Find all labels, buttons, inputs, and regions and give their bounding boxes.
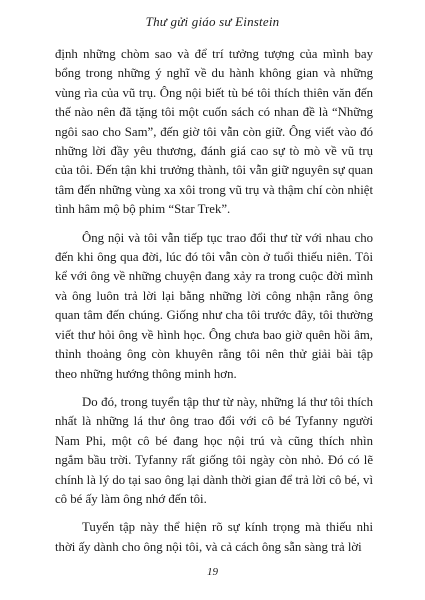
running-header: Thư gửi giáo sư Einstein xyxy=(145,14,280,29)
page-body xyxy=(55,45,373,566)
paragraph-continuation: định những chòm sao và để trí tưởng tượng của mình bay bổng trong những ý nghĩ về du hành không gian và những vùng rìa của vũ trụ. Ông nội biết tù bé tôi thích thiên văn đến thế nào nên đã tặng tôi một cuốn sách có nhan đề là “Những ngôi sao cho Sam”, đến giờ tôi vẫn còn giữ. Ông viết vào đó những lời đầy yêu thương, đánh giá cao sự tò mò về vũ trụ của tôi. Đến tận khi trưởng thành, tôi vẫn giữ nguyên sự quan tâm đến những vùng xa xôi trong vũ trụ và thậm chí còn nhiệt tình hâm mộ bộ phim “Star Trek”. xyxy=(55,47,373,217)
paragraph: Do đó, trong tuyển tập thư từ này, những lá thư tôi thích nhất là những lá thư ông trao đổi với cô bé Tyfanny người Nam Phi, một cô bé đang học nội trú và cũng thích nhìn ngắm bầu trời. Tyfanny rất giống tôi ngày còn nhỏ. Đó có lẽ chính là lý do tại sao ông lại dành thời gian để trả lời cô bé, vì cô bé ấy làm ông nhớ đến tôi. xyxy=(55,394,373,506)
page-number: 19 xyxy=(207,566,218,578)
paragraph: Ông nội và tôi vẫn tiếp tục trao đổi thư từ với nhau cho đến khi ông qua đời, lúc đó tôi vẫn còn ở tuổi thiếu niên. Tôi kể với ông về những chuyện đang xảy ra trong cuộc đời mình và ông luôn trả lời lại bằng những lời công nhận rằng ông quan tâm đến chúng. Giống như cha tôi trước đây, tôi thường viết thư hỏi ông về hình học. Ông chưa bao giờ quên hồi âm, thỉnh thoảng ông còn khuyên rằng tôi nên thử giải bài tập theo những hướng thông minh hơn. xyxy=(55,230,373,381)
paragraph: Tuyển tập này thể hiện rõ sự kính trọng mà thiếu nhi thời ấy dành cho ông nội tôi, và cả cách ông sẵn sàng trả lời xyxy=(55,520,373,554)
